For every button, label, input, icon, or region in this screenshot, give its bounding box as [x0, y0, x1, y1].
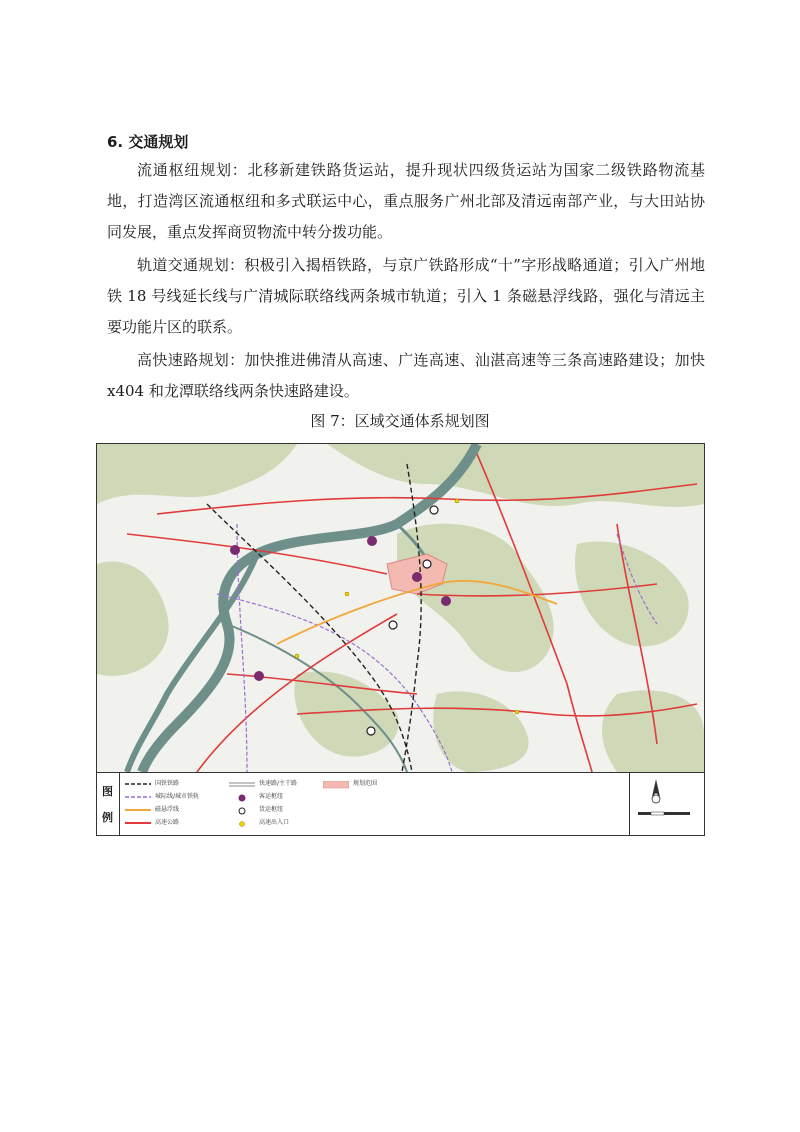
paragraph-expressway: 高快速路规划：加快推进佛清从高速、广连高速、汕湛高速等三条高速路建设；加快 x404 和龙潭联络线两条快速路建设。	[107, 351, 705, 400]
figure-caption: 图 7：区域交通体系规划图	[310, 412, 490, 430]
legend-expressway-entry: 高速出入口	[229, 818, 329, 828]
scale-bar-icon	[638, 811, 690, 817]
paragraph-logistics-hub: 流通枢纽规划：北移新建铁路货运站，提升现状四级货运站为国家二级铁路物流基地，打造湾区流通枢纽和多式联运中心，重点服务广州北部及清远南部产业，与大田站协同发展，重点发挥商贸物流中转分拨功能。	[107, 161, 705, 241]
legend-expressway: 高速公路	[155, 819, 180, 826]
legend-fast-road: 快速路/主干路	[259, 780, 298, 787]
legend-freight-hub: 货运枢纽	[229, 805, 329, 815]
north-arrow-icon	[648, 779, 664, 805]
map-legend	[97, 772, 704, 836]
legend-maglev: 磁悬浮线	[155, 806, 180, 813]
paragraph-rail-transit: 轨道交通规划：积极引入揭梧铁路，与京广铁路形成“十”字形战略通道；引入广州地铁 18 号线延长线与广清城际联络线两条城市轨道；引入 1 条磁悬浮线路，强化与清远主要功能片区的联系。	[107, 256, 705, 336]
legend-planning-area: 规划范围	[323, 779, 423, 789]
regional-transport-map	[97, 444, 704, 772]
legend-passenger-hub: 客运枢纽	[229, 792, 329, 802]
legend-title: 图 例	[97, 773, 120, 836]
legend-national-rail: 国铁铁路	[155, 780, 180, 787]
scale-and-north	[629, 773, 705, 836]
section-title: 6. 交通规划	[107, 133, 189, 151]
legend-intercity-rail: 城际线/城市铁轨	[155, 793, 200, 800]
transport-map-figure	[96, 443, 705, 836]
